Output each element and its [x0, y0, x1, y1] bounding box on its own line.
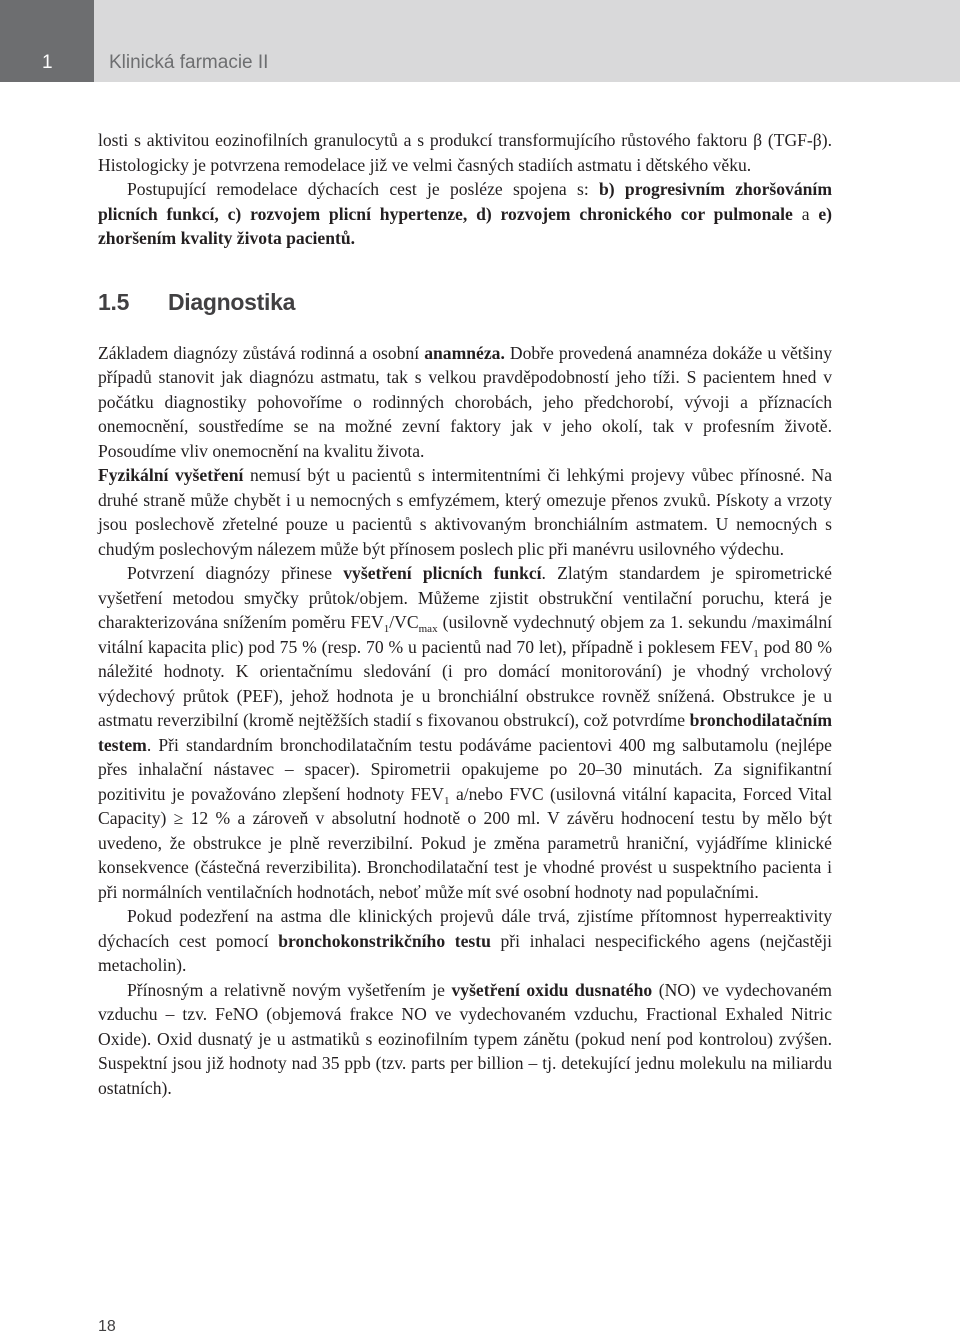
subscript: 1 — [383, 623, 390, 635]
paragraph-remodelace: Postupující remodelace dýchacích cest je posléze spojena s: b) progresivním zhoršováním plicních funkcí, c) rozvojem plicní hypertenze, d) rozvojem chronického cor pulmonale a e) zhoršením kvality života pacientů. — [98, 179, 833, 248]
emphasis: Fyzikální vyšetření — [98, 465, 244, 485]
emphasis: b) progresivním zhoršováním plicních funkcí, c) rozvojem plicní hypertenze, d) rozvojem chronického cor pulmonale — [98, 179, 832, 224]
emphasis: bronchodilatačním testem — [98, 710, 832, 755]
paragraph-fyzikalni-vysetreni: Fyzikální vyšetření nemusí být u pacientů s intermitentními či lehkými projevy vůbec přínosné. Na druhé straně může chybět i u nemocných s emfyzémem, který omezuje přenos zvuků. Pískoty a vrzoty jsou poslechově zřetelné pouze u pacientů s aktivovaným bronchiálním astmatem. U nemocných s chudým poslechovým nálezem může být přínosem poslech plic při manévru usilovného výdechu. — [98, 465, 833, 559]
emphasis: vyšetření plicních funkcí — [343, 563, 542, 583]
paragraph-continuation: losti s aktivitou eozinofilních granulocytů a s produkcí transformujícího růstového faktoru β (TGF-β). Histologicky je potvrzena remodelace již ve velmi časných stadiích astmatu i dětského věku. — [98, 130, 832, 175]
chapter-number: 1 — [0, 0, 94, 82]
chapter-title: Klinická farmacie II — [94, 0, 960, 82]
paragraph-anamneza: Základem diagnózy zůstává rodinná a osobní anamnéza. Dobře provedená anamnéza dokáže u většiny případů stanovit jak diagnózu astmatu, tak s velkou pravděpodobností jeho tíži. S pacientem hned v počátku diagnostiky pohovoříme o rodinných chorobách, jeho předchorobí, vývoji a příznacích onemocnění, soustředíme se na možné zevní faktory jak v jeho okolí, tak v profesním životě. Posoudíme vliv onemocnění na kvalitu života. — [98, 342, 833, 461]
paragraph-oxid-dusnaty: Přínosným a relativně novým vyšetřením je vyšetření oxidu dusnatého (NO) ve vydechovaném vzduchu – tzv. FeNO (objemová frakce NO ve vydechovaném vzduchu, Fractional Exhaled Nitric Oxide). Oxid dusnatý je u astmatiků s eozinofilním typem zánětu (pokud není pod kontrolou) zvýšen. Suspektní jsou již hodnoty nad 35 ppb (tzv. parts per billion – tj. detekující jednu molekulu na miliardu ostatních). — [98, 979, 832, 1098]
emphasis: anamnéza. — [424, 342, 505, 363]
subscript: 1 — [753, 647, 759, 660]
emphasis: e) zhoršením kvality života pacientů. — [98, 203, 833, 248]
section-number: 1.5 — [98, 288, 130, 315]
paragraph-plicni-funkce: Potvrzení diagnózy přinese vyšetření plicních funkcí. Zlatým standardem je spirometrické vyšetření metodou smyčky průtok/objem. Můžeme zjistit obstrukční ventilační poruchu, která je charakterizována snížením poměru $FEV_1/VC_{max}$ (usilovně vydechnutý objem za 1. sekundu /maximální vitální kapacita plic) pod 75 % (resp. 70 % u pacientů nad 70 let), případně i poklesem $FEV_1$ pod 80 % náležité hodnoty. K orientačnímu sledování (i pro domácí monitorování) je vhodný vrcholový výdechový průtok (PEF), jehož hodnota je u bronchiální obstrukce rovněž snížená. Obstrukce je u astmatu reverzibilní (kromě nejtěžších stadií s fixovanou obstrukcí), což potvrdíme bronchodilatačním testem. Při standardním bronchodilatačním testu podáváme pacientovi 400 mg salbutamolu (nejlépe přes inhalační nástavec – spacer). Spirometrii opakujeme po 20–30 minutách. Za signifikantní pozitivitu je považováno zlepšení hodnoty $FEV_1$ a/nebo FVC (usilovná vitální kapacita, Forced Vital Capacity) ≥ 12 % a zároveň v absolutní hodnotě o 200 ml. V závěru hodnocení testu by mělo být uvedeno, že obstrukce je plně reverzibilní. Pokud je změna parametrů hraniční, vyjádříme klinické konsekvence (částečná reverzibilita). Bronchodilatační test je vhodné provést u suspektního pacienta i při normálních ventilačních hodnotách, neboť může mít své osobní hodnoty nad populačními. — [98, 563, 832, 902]
subscript: max — [418, 623, 438, 635]
subscript: 1 — [444, 794, 450, 807]
section-heading — [98, 287, 832, 317]
page-number: 18 — [98, 1318, 116, 1335]
emphasis: vyšetření oxidu dusnatého — [451, 979, 653, 1000]
emphasis: bronchokonstrikčního testu — [278, 930, 491, 951]
paragraph-hyperreaktivita: Pokud podezření na astma dle klinických projevů dále trvá, zjistíme přítomnost hyperreaktivity dýchacích cest pomocí bronchokonstrikčního testu při inhalaci nespecifického agens (nejčastěji metacholin). — [98, 906, 832, 975]
page-body — [98, 128, 832, 1100]
section-title: Diagnostika — [168, 288, 296, 315]
